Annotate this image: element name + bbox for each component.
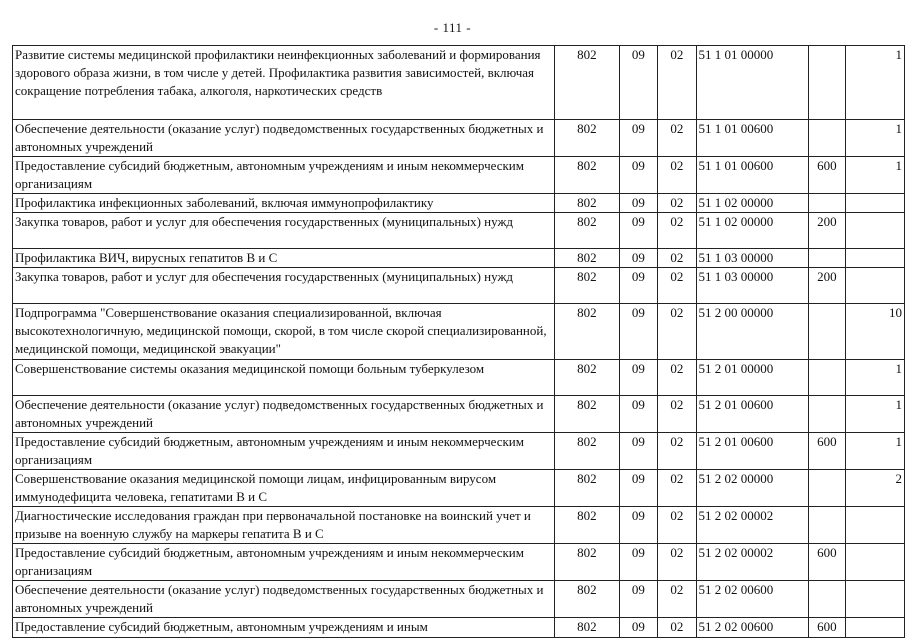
table-row	[13, 194, 905, 213]
row-expense-type: 200	[808, 213, 846, 249]
row-name: Закупка товаров, работ и услуг для обеспечения государственных (муниципальных) нужд	[13, 268, 555, 304]
row-section: 09	[619, 157, 657, 194]
row-subsection: 02	[658, 157, 696, 194]
row-amount	[846, 581, 905, 618]
row-code: 802	[554, 213, 619, 249]
table-row	[13, 46, 905, 120]
table-row	[13, 120, 905, 157]
row-target-article: 51 1 03 00000	[696, 249, 808, 268]
row-code: 802	[554, 46, 619, 120]
row-target-article: 51 1 02 00000	[696, 194, 808, 213]
row-amount: 1	[846, 396, 905, 433]
table-row	[13, 213, 905, 249]
row-subsection: 02	[658, 470, 696, 507]
row-amount	[846, 249, 905, 268]
row-name: Профилактика ВИЧ, вирусных гепатитов В и С	[13, 249, 555, 268]
row-name: Предоставление субсидий бюджетным, автономным учреждениям и иным	[13, 618, 555, 638]
row-target-article: 51 2 01 00600	[696, 396, 808, 433]
row-expense-type	[808, 120, 846, 157]
row-expense-type	[808, 396, 846, 433]
row-code: 802	[554, 470, 619, 507]
row-target-article: 51 2 02 00002	[696, 507, 808, 544]
row-subsection: 02	[658, 396, 696, 433]
row-amount: 1	[846, 46, 905, 120]
row-section: 09	[619, 268, 657, 304]
row-expense-type: 200	[808, 268, 846, 304]
row-code: 802	[554, 433, 619, 470]
row-expense-type: 600	[808, 544, 846, 581]
row-amount	[846, 213, 905, 249]
table-row	[13, 618, 905, 638]
row-amount: 1	[846, 157, 905, 194]
row-name: Диагностические исследования граждан при первоначальной постановке на воинский учет и призыве на военную службу на маркеры гепатита В и С	[13, 507, 555, 544]
row-section: 09	[619, 507, 657, 544]
row-code: 802	[554, 268, 619, 304]
row-subsection: 02	[658, 360, 696, 396]
row-expense-type: 600	[808, 157, 846, 194]
row-expense-type	[808, 46, 846, 120]
row-name: Обеспечение деятельности (оказание услуг) подведомственных государственных бюджетных и автономных учреждений	[13, 581, 555, 618]
table-row	[13, 304, 905, 360]
table-row	[13, 433, 905, 470]
row-amount: 1	[846, 433, 905, 470]
row-section: 09	[619, 46, 657, 120]
row-code: 802	[554, 157, 619, 194]
row-amount: 2	[846, 470, 905, 507]
row-expense-type	[808, 581, 846, 618]
page-number: - 111 -	[433, 20, 472, 35]
row-name: Развитие системы медицинской профилактики неинфекционных заболеваний и формирования здорового образа жизни, в том числе у детей. Профилактика развития зависимостей, включая сокращение потребления табака, алкоголя, наркотических средств	[13, 46, 555, 120]
row-section: 09	[619, 304, 657, 360]
table-row	[13, 360, 905, 396]
table-row	[13, 470, 905, 507]
budget-table	[12, 45, 905, 638]
table-row	[13, 396, 905, 433]
row-target-article: 51 1 01 00600	[696, 120, 808, 157]
row-code: 802	[554, 120, 619, 157]
row-name: Предоставление субсидий бюджетным, автономным учреждениям и иным некоммерческим организациям	[13, 433, 555, 470]
row-code: 802	[554, 304, 619, 360]
row-section: 09	[619, 618, 657, 638]
row-code: 802	[554, 360, 619, 396]
row-code: 802	[554, 249, 619, 268]
row-name: Закупка товаров, работ и услуг для обеспечения государственных (муниципальных) нужд	[13, 213, 555, 249]
row-target-article: 51 1 01 00600	[696, 157, 808, 194]
row-section: 09	[619, 120, 657, 157]
row-target-article: 51 2 01 00000	[696, 360, 808, 396]
row-amount	[846, 544, 905, 581]
row-section: 09	[619, 433, 657, 470]
row-subsection: 02	[658, 249, 696, 268]
row-subsection: 02	[658, 433, 696, 470]
row-section: 09	[619, 249, 657, 268]
row-subsection: 02	[658, 268, 696, 304]
row-amount	[846, 194, 905, 213]
table-row	[13, 581, 905, 618]
row-code: 802	[554, 581, 619, 618]
row-target-article: 51 2 00 00000	[696, 304, 808, 360]
row-subsection: 02	[658, 618, 696, 638]
row-target-article: 51 1 03 00000	[696, 268, 808, 304]
row-section: 09	[619, 213, 657, 249]
row-section: 09	[619, 396, 657, 433]
table-body	[13, 46, 905, 638]
row-expense-type	[808, 360, 846, 396]
row-expense-type: 600	[808, 433, 846, 470]
row-expense-type	[808, 194, 846, 213]
row-name: Подпрограмма "Совершенствование оказания специализированной, включая высокотехнологичную, медицинской помощи, скорой, в том числе скорой специализированной, медицинской помощи, медицинской эвакуации"	[13, 304, 555, 360]
row-amount	[846, 618, 905, 638]
table-row	[13, 268, 905, 304]
table-row	[13, 249, 905, 268]
row-section: 09	[619, 581, 657, 618]
row-target-article: 51 2 02 00600	[696, 581, 808, 618]
row-target-article: 51 2 02 00002	[696, 544, 808, 581]
row-name: Совершенствование системы оказания медицинской помощи больным туберкулезом	[13, 360, 555, 396]
row-subsection: 02	[658, 213, 696, 249]
row-name: Профилактика инфекционных заболеваний, включая иммунопрофилактику	[13, 194, 555, 213]
row-subsection: 02	[658, 194, 696, 213]
row-expense-type	[808, 249, 846, 268]
row-subsection: 02	[658, 581, 696, 618]
row-code: 802	[554, 507, 619, 544]
table-row	[13, 507, 905, 544]
row-amount: 1	[846, 360, 905, 396]
table-row	[13, 544, 905, 581]
row-subsection: 02	[658, 304, 696, 360]
row-amount: 10	[846, 304, 905, 360]
row-code: 802	[554, 618, 619, 638]
row-amount: 1	[846, 120, 905, 157]
row-code: 802	[554, 194, 619, 213]
row-section: 09	[619, 544, 657, 581]
row-target-article: 51 2 02 00600	[696, 618, 808, 638]
row-amount	[846, 268, 905, 304]
row-expense-type	[808, 304, 846, 360]
row-subsection: 02	[658, 507, 696, 544]
row-name: Предоставление субсидий бюджетным, автономным учреждениям и иным некоммерческим организациям	[13, 157, 555, 194]
row-code: 802	[554, 544, 619, 581]
row-name: Предоставление субсидий бюджетным, автономным учреждениям и иным некоммерческим организациям	[13, 544, 555, 581]
row-subsection: 02	[658, 544, 696, 581]
row-section: 09	[619, 470, 657, 507]
row-subsection: 02	[658, 120, 696, 157]
table-row	[13, 157, 905, 194]
row-name: Обеспечение деятельности (оказание услуг) подведомственных государственных бюджетных и автономных учреждений	[13, 120, 555, 157]
row-target-article: 51 2 01 00600	[696, 433, 808, 470]
row-amount	[846, 507, 905, 544]
row-target-article: 51 1 02 00000	[696, 213, 808, 249]
row-target-article: 51 2 02 00000	[696, 470, 808, 507]
row-section: 09	[619, 194, 657, 213]
row-target-article: 51 1 01 00000	[696, 46, 808, 120]
row-section: 09	[619, 360, 657, 396]
row-subsection: 02	[658, 46, 696, 120]
row-expense-type	[808, 470, 846, 507]
row-name: Обеспечение деятельности (оказание услуг) подведомственных государственных бюджетных и автономных учреждений	[13, 396, 555, 433]
row-name: Совершенствование оказания медицинской помощи лицам, инфицированным вирусом иммунодефицита человека, гепатитами В и С	[13, 470, 555, 507]
row-code: 802	[554, 396, 619, 433]
row-expense-type	[808, 507, 846, 544]
row-expense-type: 600	[808, 618, 846, 638]
